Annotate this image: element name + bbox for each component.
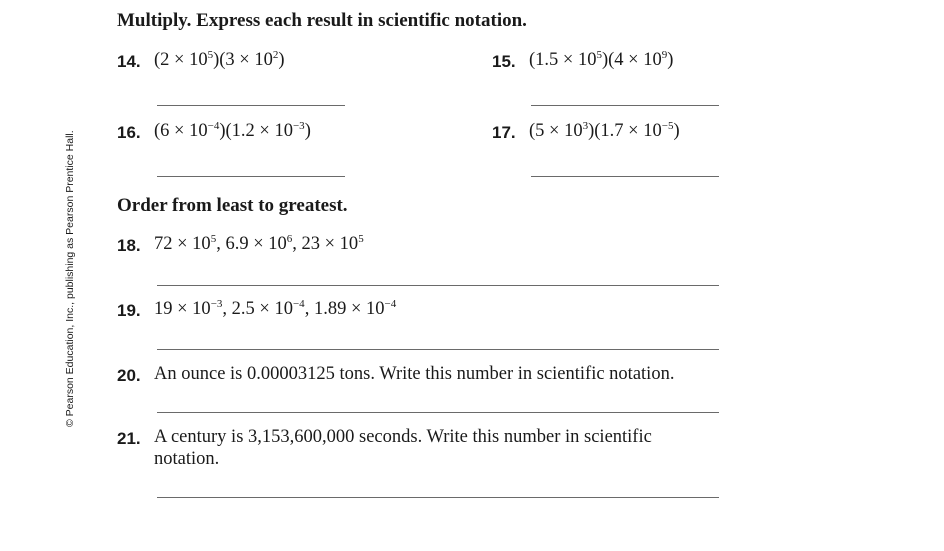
answer-line-18[interactable] bbox=[157, 285, 719, 286]
p16-exp1: −4 bbox=[207, 120, 220, 132]
p18-exp1: 5 bbox=[210, 233, 217, 245]
p14-part2: )(3 × 10 bbox=[213, 50, 273, 70]
problem-20-text: An ounce is 0.00003125 tons. Write this number in scientific notation. bbox=[154, 364, 675, 384]
p14-exp1: 5 bbox=[207, 49, 214, 61]
problem-number-16: 16. bbox=[117, 123, 141, 142]
answer-line-16[interactable] bbox=[157, 176, 345, 177]
p19-part1: 19 × 10 bbox=[154, 299, 211, 319]
p15-exp2: 9 bbox=[661, 49, 668, 61]
problem-17-expression bbox=[529, 121, 680, 142]
problem-18-expression bbox=[154, 234, 364, 255]
p19-exp2: −4 bbox=[292, 298, 305, 310]
p15-part2: )(4 × 10 bbox=[601, 50, 662, 70]
p16-part1: (6 × 10 bbox=[154, 121, 208, 141]
p14-part1: (2 × 10 bbox=[154, 50, 208, 70]
p15-part1: (1.5 × 10 bbox=[529, 50, 597, 70]
p17-part3: ) bbox=[673, 121, 680, 141]
p17-exp1: 3 bbox=[582, 120, 589, 132]
p18-part2: , 6.9 × 10 bbox=[216, 234, 287, 254]
section-heading-order: Order from least to greatest. bbox=[117, 195, 348, 216]
problem-21-text-line1: A century is 3,153,600,000 seconds. Write this number in scientific bbox=[154, 427, 652, 447]
answer-line-19[interactable] bbox=[157, 349, 719, 350]
p15-part3: ) bbox=[667, 50, 674, 70]
answer-line-20[interactable] bbox=[157, 412, 719, 413]
problem-16-expression bbox=[154, 121, 311, 142]
problem-number-17: 17. bbox=[492, 123, 516, 142]
p18-exp2: 6 bbox=[286, 233, 293, 245]
p19-exp3: −4 bbox=[384, 298, 397, 310]
p18-exp3: 5 bbox=[358, 233, 364, 245]
problem-number-21: 21. bbox=[117, 429, 141, 448]
problem-number-18: 18. bbox=[117, 236, 141, 255]
problem-number-20: 20. bbox=[117, 366, 141, 385]
answer-line-21[interactable] bbox=[157, 497, 719, 498]
p14-exp2: 2 bbox=[272, 49, 279, 61]
p17-exp2: −5 bbox=[661, 120, 674, 132]
problem-number-14: 14. bbox=[117, 52, 141, 71]
p19-exp1: −3 bbox=[210, 298, 223, 310]
problem-19-expression bbox=[154, 299, 396, 320]
problem-number-19: 19. bbox=[117, 301, 141, 320]
p16-exp2: −3 bbox=[292, 120, 305, 132]
p17-part1: (5 × 10 bbox=[529, 121, 583, 141]
p16-part2: )(1.2 × 10 bbox=[219, 121, 293, 141]
p19-part2: , 2.5 × 10 bbox=[222, 299, 293, 319]
p16-part3: ) bbox=[304, 121, 311, 141]
p17-part2: )(1.7 × 10 bbox=[588, 121, 662, 141]
p19-part3: , 1.89 × 10 bbox=[304, 299, 385, 319]
problem-15-expression bbox=[529, 50, 673, 71]
p14-part3: ) bbox=[278, 50, 285, 70]
answer-line-17[interactable] bbox=[531, 176, 719, 177]
p15-exp1: 5 bbox=[596, 49, 602, 61]
copyright-notice: © Pearson Education, Inc., publishing as Pearson Prentice Hall. bbox=[64, 130, 76, 427]
problem-number-15: 15. bbox=[492, 52, 516, 71]
answer-line-14[interactable] bbox=[157, 105, 345, 106]
problem-21-text-line2: notation. bbox=[154, 449, 220, 469]
p18-part3: , 23 × 10 bbox=[292, 234, 359, 254]
section-heading-multiply: Multiply. Express each result in scientific notation. bbox=[117, 10, 527, 31]
answer-line-15[interactable] bbox=[531, 105, 719, 106]
problem-14-expression bbox=[154, 50, 285, 71]
p18-part1: 72 × 10 bbox=[154, 234, 211, 254]
